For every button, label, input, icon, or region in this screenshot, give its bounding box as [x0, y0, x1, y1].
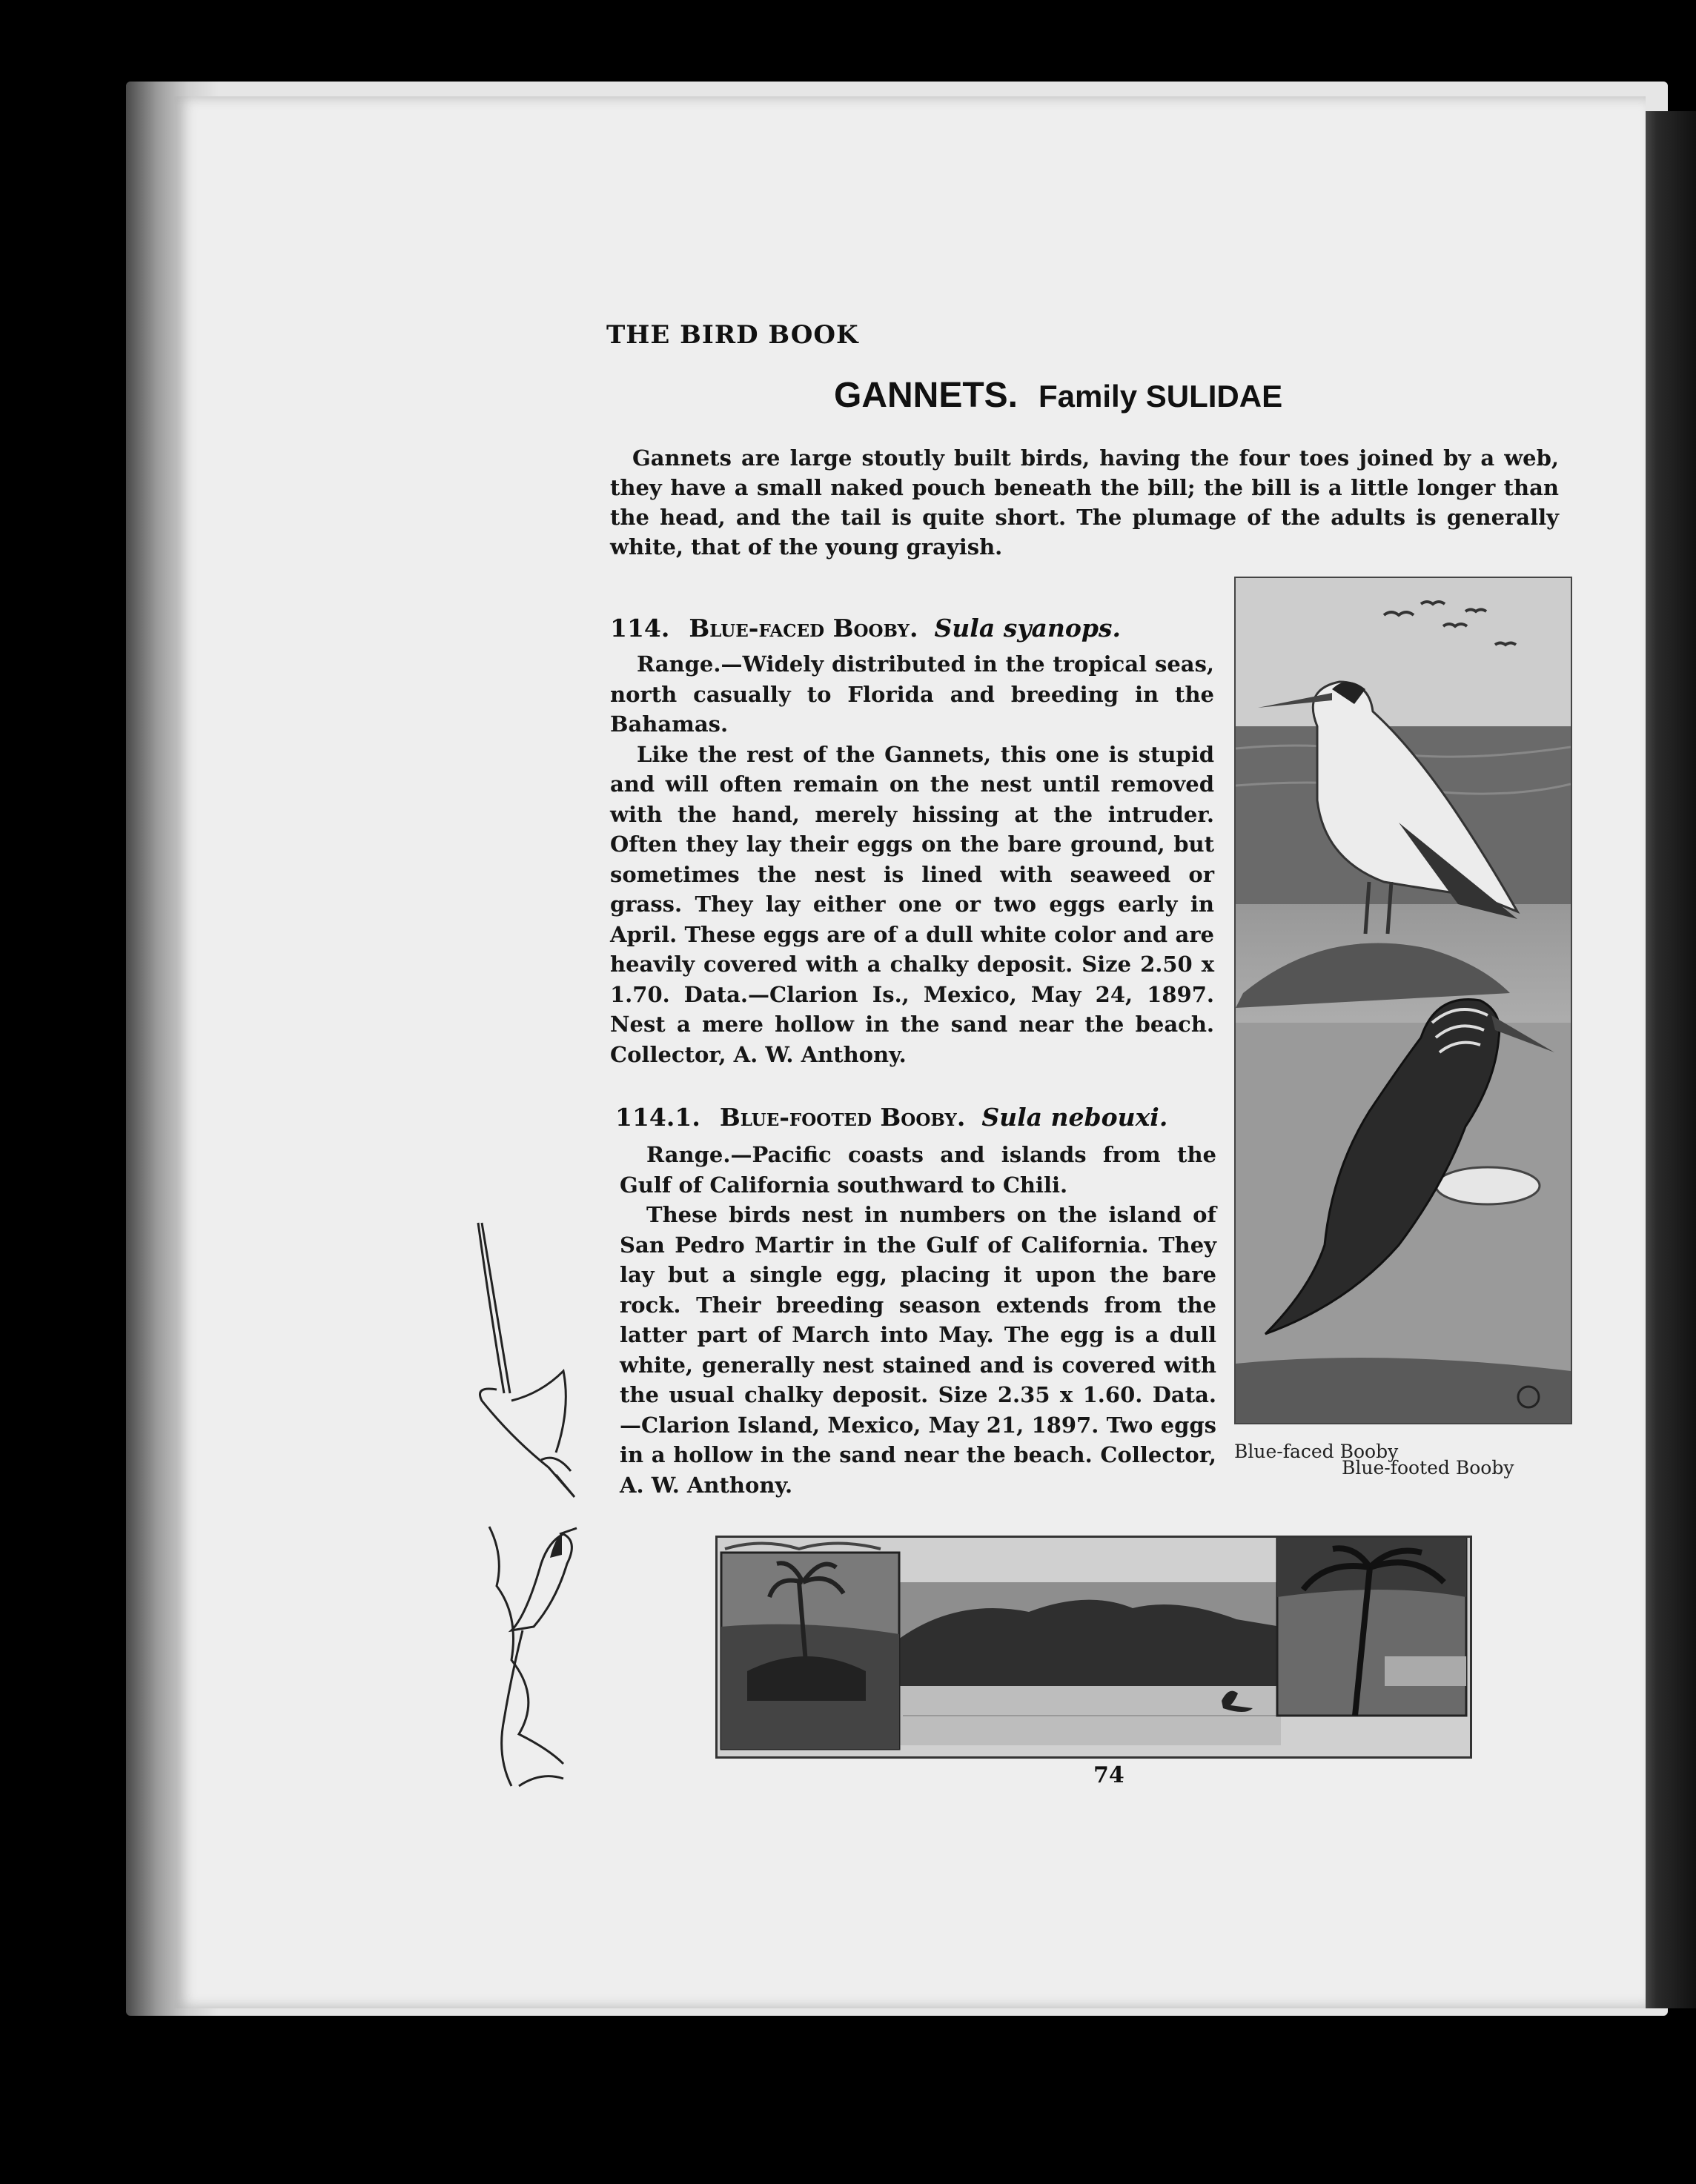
species-range: Range.—Pacific coasts and islands from the Gulf of California southward to Chili.	[620, 1142, 1216, 1198]
intro-paragraph: Gannets are large stoutly built birds, having the four toes joined by a web, they have a small naked pouch beneath the bill; the bill is a little longer than the head, and the tail is quite short. The plumage of the adults is generally white, that of the young grayish.	[610, 445, 1559, 560]
running-head: THE BIRD BOOK	[606, 320, 859, 350]
family-title	[834, 375, 1282, 416]
plate-caption-lower: Blue-footed Booby	[1342, 1457, 1514, 1478]
species-range: Range.—Widely distributed in the tropical seas, north casually to Florida and breeding in the Bahamas.	[610, 651, 1214, 737]
family-common-name: GANNETS.	[834, 376, 1018, 415]
species-text-114	[610, 649, 1214, 1069]
species-heading-114-1	[615, 1103, 1167, 1132]
booby-plate-illustration	[1234, 577, 1572, 1424]
species-common-name: Blue-footed Booby.	[719, 1103, 966, 1132]
species-number: 114.1.	[615, 1103, 700, 1132]
family-label: Family SULIDAE	[1039, 379, 1283, 414]
species-heading-114	[610, 614, 1121, 643]
species-common-name: Blue-faced Booby.	[689, 614, 918, 643]
species-scientific-name: Sula nebouxi.	[981, 1103, 1168, 1132]
plate-caption-upper: Blue-faced Booby	[1234, 1441, 1399, 1462]
species-text-114-1	[620, 1140, 1216, 1500]
booby-plate-svg	[1236, 578, 1571, 1423]
page-number: 74	[1093, 1762, 1124, 1788]
species-scientific-name: Sula syanops.	[934, 614, 1121, 643]
landscape-banner-illustration	[715, 1536, 1472, 1759]
landscape-banner-svg	[718, 1538, 1470, 1756]
species-description: These birds nest in numbers on the island of San Pedro Martir in the Gulf of California. They lay but a single egg, placing it upon the bare rock. Their breeding season extends from the latter part of March into May. The egg is a dull white, generally nest stained and is covered with the usual chalky deposit. Size 2.35 x 1.60. Data. —Clarion Island, Mexico, May 21, 1897. Two eggs in a hollow in the sand near the beach. Collector, A. W. Anthony.	[620, 1202, 1216, 1498]
species-description: Like the rest of the Gannets, this one is stupid and will often remain on the nest until removed with the hand, merely hissing at the intruder. Often they lay their eggs on the bare ground, but sometimes the nest is lined with seaweed or grass. They lay either one or two eggs early in April. These eggs are of a dull white color and are heavily covered with a chalky deposit. Size 2.50 x 1.70. Data.—Clarion Is., Mexico, May 24, 1897. Nest a mere hollow in the sand near the beach. Collector, A. W. Anthony.	[610, 741, 1214, 1067]
margin-bird-sketch	[467, 1215, 593, 1793]
species-number: 114.	[610, 614, 670, 643]
